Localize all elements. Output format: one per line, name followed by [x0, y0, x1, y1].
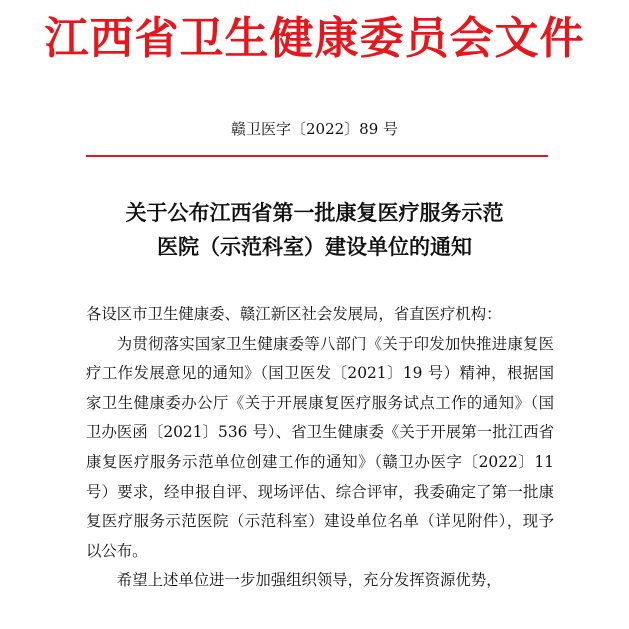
- notice-title-line-1: 关于公布江西省第一批康复医疗服务示范: [125, 200, 504, 225]
- body-paragraph-2: 希望上述单位进一步加强组织领导，充分发挥资源优势，: [116, 571, 502, 590]
- issuer-header-title: 江西省卫生健康委员会文件: [44, 13, 585, 64]
- notice-title-line-2: 医院（示范科室）建设单位的通知: [157, 234, 472, 259]
- salutation-line: 各设区市卫生健康委、赣江新区社会发展局，省直医疗机构：: [86, 305, 502, 323]
- document-number: 赣卫医字〔2022〕89 号: [230, 120, 399, 138]
- notice-title: [0, 196, 629, 264]
- header-divider-rule: [86, 155, 548, 157]
- notice-body: [86, 300, 554, 596]
- body-paragraph-1: 为贯彻落实国家卫生健康委等八部门《关于印发加快推进康复医疗工作发展意见的通知》（国卫医发〔2021〕19 号）精神，根据国家卫生健康委办公厅《关于开展康复医疗服务试点工作的通知》（国卫办医函〔2021〕536 号）、省卫生健康委《关于开展第一批江西省康复医疗服务示范单位创建工作的通知》（赣卫办医字〔2022〕11 号）要求，经申报自评、现场评估、综合评审，我委确定了第一批康复医疗服务示范医院（示范科室）建设单位名单（详见附件），现予以公布。: [86, 334, 554, 560]
